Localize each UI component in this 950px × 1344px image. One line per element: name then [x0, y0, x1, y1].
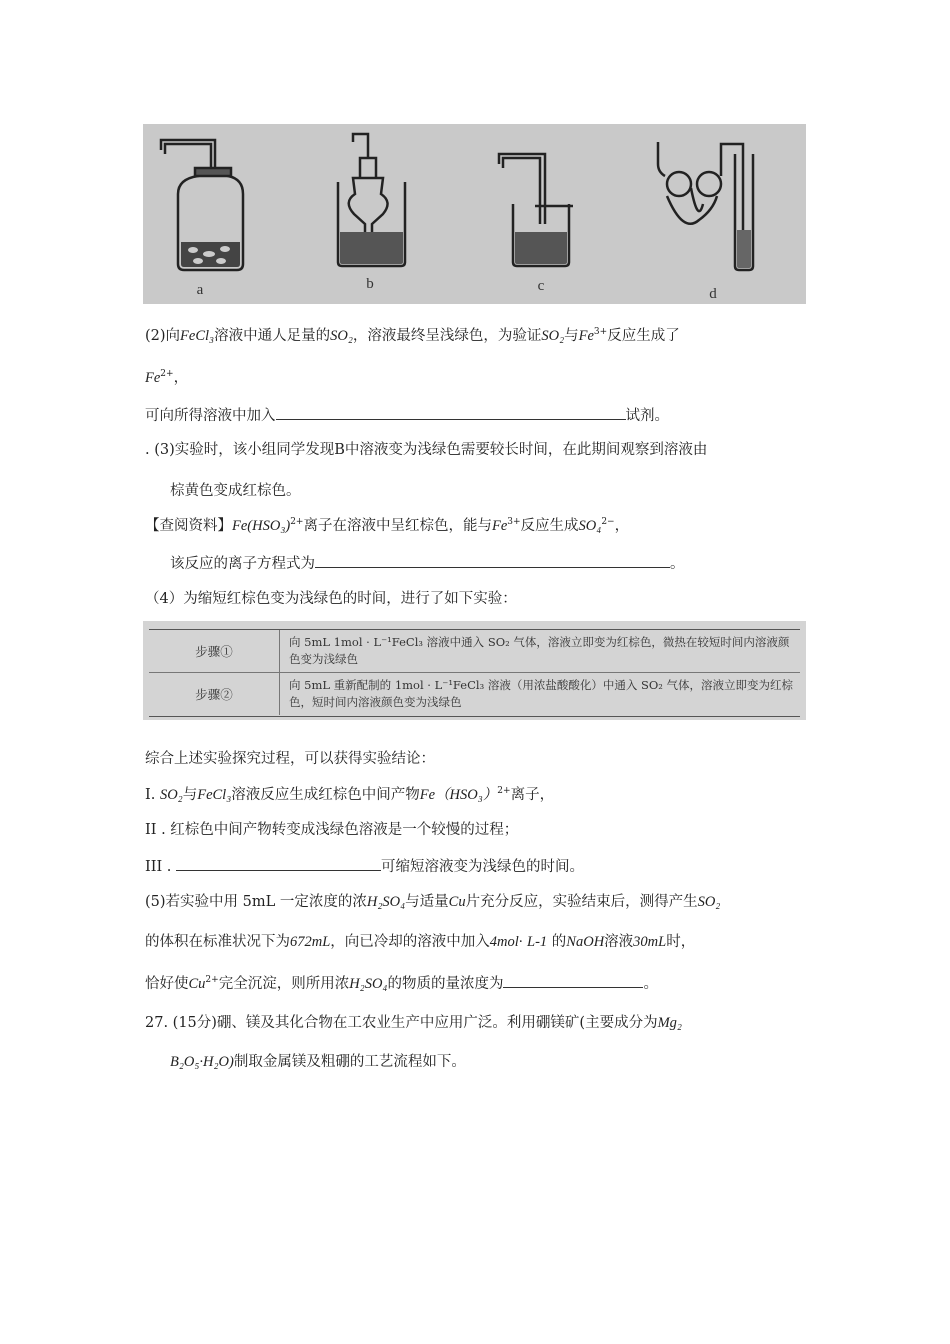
figure-label-c: c: [537, 278, 545, 294]
figure-label-d: d: [709, 286, 717, 302]
conclusion-2: II . 红棕色中间产物转变成浅绿色溶液是一个较慢的过程；: [145, 822, 519, 838]
experiment-table-image: [143, 621, 806, 720]
figure-label-a: a: [196, 282, 204, 298]
table-row: [149, 630, 800, 673]
q5-line3: 恰好使$Cu^{2+}$完全沉淀，则所用浓H₂SO₄的物质的量浓度为 。: [145, 973, 658, 994]
apparatus-figure: [143, 124, 806, 304]
answer-blank-q4[interactable]: [176, 856, 381, 871]
q3-reference: 【查阅资料】$Fe(HSO_3)^{2+}$离子在溶液中呈红棕色，能与$Fe^{3+}$反应生成SO₄$^{2-}$，: [145, 517, 630, 534]
figure-label-b: b: [366, 276, 374, 292]
q3-line2: 棕黄色变成红棕色。: [170, 483, 301, 499]
q4-intro: （4）为缩短红棕色变为浅绿色的时间，进行了如下实验：: [145, 591, 517, 607]
conclusion-3: III . 可缩短溶液变为浅绿色的时间。: [145, 856, 584, 877]
answer-blank-q3[interactable]: [315, 553, 670, 568]
apparatus-drawing: [143, 124, 806, 304]
step-description: 向 5mL 1mol · L⁻¹FeCl₃ 溶液中通入 SO₂ 气体，溶液立即变为红棕色，微热在较短时间内溶液颜色变为浅绿色: [289, 635, 790, 666]
step-description: 向 5mL 重新配制的 1mol · L⁻¹FeCl₃ 溶液（用浓盐酸酸化）中通入 SO₂ 气体，溶液立即变为红棕色，短时间内溶液颜色变为浅绿色: [289, 678, 794, 709]
table-row: [149, 673, 800, 715]
conclusion-1: I. SO₂与FeCl₃溶液反应生成红棕色中间产物$Fe(HSO_3)^{2+}$离子，: [145, 786, 555, 803]
q2-line2: $Fe^{2+}$，: [145, 369, 189, 386]
q5-line2: 的体积在标准状况下为672mL，向已冷却的溶液中加入4mol· L-1 的NaOH溶液30mL时，: [145, 934, 696, 950]
q27-line1: 27. (15分)硼、镁及其化合物在工农业生产中应用广泛。利用硼镁矿(主要成分为Mg₂: [145, 1015, 682, 1031]
step-label: 步骤②: [149, 673, 280, 715]
q5-line1: (5)若实验中用 5mL 一定浓度的浓H₂SO₄与适量Cu片充分反应，实验结束后，测得产生SO₂: [145, 894, 721, 910]
q27-line2: B₂O₅·H₂O)制取金属镁及粗硼的工艺流程如下。: [170, 1054, 466, 1070]
q4-summary: 综合上述实验探究过程，可以获得实验结论：: [145, 751, 435, 767]
answer-blank-q5[interactable]: [503, 973, 643, 988]
q2-line1: (2)向FeCl₃溶液中通人足量的SO₂，溶液最终呈浅绿色，为验证SO₂与$Fe^{3+}$反应生成了: [145, 327, 680, 344]
apparatus-d: [658, 142, 665, 176]
experiment-table: [149, 629, 800, 717]
q3-line1: . (3)实验时，该小组同学发现B中溶液变为浅绿色需要较长时间，在此期间观察到溶液由: [145, 442, 708, 458]
q2-line3: 可向所得溶液中加入 试剂。: [145, 405, 669, 426]
q3-equation-line: 该反应的离子方程式为 。: [170, 553, 685, 574]
answer-blank-q2[interactable]: [276, 405, 626, 420]
step-label: 步骤①: [149, 630, 280, 672]
